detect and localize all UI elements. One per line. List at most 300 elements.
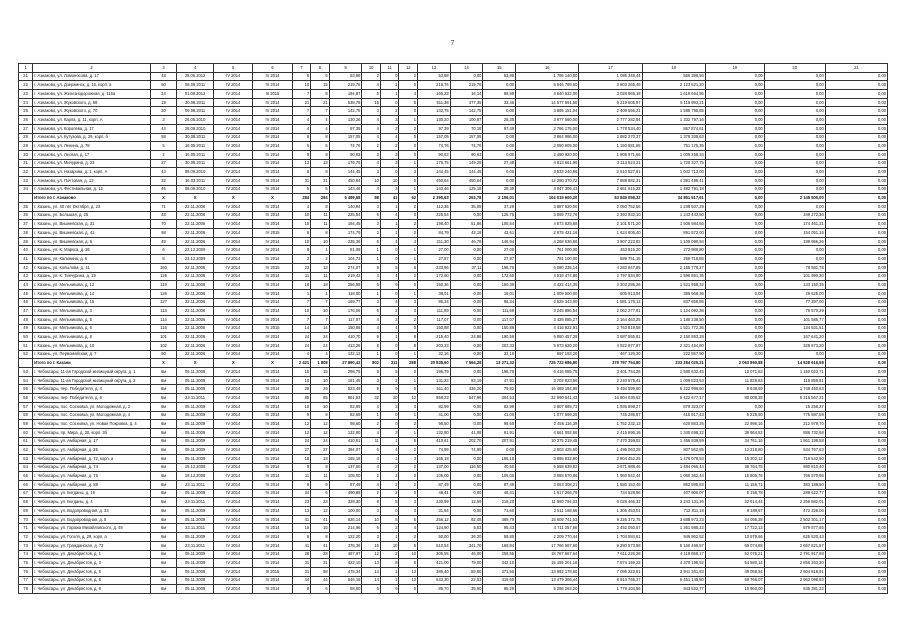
table-cell: 9 326 372,75 — [579, 515, 642, 524]
table-cell: 1 — [380, 533, 399, 542]
table-cell: 146,94 — [483, 237, 516, 246]
table-row — [19, 541, 888, 550]
table-cell: 1 — [399, 255, 418, 264]
table-cell: 50,00 — [418, 533, 451, 542]
table-cell: 6м — [150, 472, 176, 481]
table-cell: 34 — [292, 489, 311, 498]
table-cell: 71,60 — [483, 507, 516, 516]
table-cell: IV 2014 — [214, 472, 253, 481]
table-cell: 0,00 — [825, 567, 887, 576]
table-row — [19, 211, 888, 220]
table-cell: 21 — [311, 98, 330, 107]
table-cell: 0,00 — [825, 150, 887, 159]
table-cell: 9 — [292, 463, 311, 472]
table-cell: IV 2014 — [253, 411, 292, 420]
table-cell: 5 — [311, 185, 330, 194]
table-cell: 53,88 — [329, 72, 362, 81]
table-cell: 05.11.2009 — [177, 550, 214, 559]
table-cell: 3 — [362, 220, 381, 229]
table-cell: 15.12.2008 — [177, 463, 214, 472]
table-cell: IV 2014 — [214, 255, 253, 264]
table-cell: 3 — [380, 402, 399, 411]
table-cell: 2 240 575,41 — [579, 376, 642, 385]
table-cell: 8 — [150, 255, 176, 264]
table-cell: 08.09.2010 — [177, 168, 214, 177]
table-cell: IV 2015 — [253, 324, 292, 333]
table-cell: 67 — [19, 489, 33, 498]
table-cell: 635 381,22 — [764, 585, 825, 594]
table-cell: 4 047 306,43 — [516, 185, 579, 194]
table-cell: 05.11.2009 — [177, 559, 214, 568]
table-cell: 54 580,14 — [705, 559, 764, 568]
table-cell: 2 393 932,10 — [579, 211, 642, 220]
table-cell: 7 564,28 — [450, 359, 483, 368]
table-cell: 3 803 265,49 — [579, 81, 642, 90]
table-cell: IV 2014 — [214, 237, 253, 246]
table-cell: 0,00 — [825, 507, 887, 516]
table-row — [19, 116, 888, 125]
table-cell: 86,34 — [418, 298, 451, 307]
table-cell: 9 — [292, 481, 311, 490]
table-cell: 23.11.2011 — [177, 394, 214, 403]
table-cell: 10 — [292, 307, 311, 316]
table-cell: 11 — [292, 272, 311, 281]
table-cell: 27,49 — [483, 159, 516, 168]
table-cell: 05.11.2009 — [177, 411, 214, 420]
table-cell: 3 245 886,54 — [516, 307, 579, 316]
table-cell: 6 — [292, 72, 311, 81]
table-cell: 0,00 — [764, 255, 825, 264]
table-cell: 4 — [362, 185, 381, 194]
table-cell: 2 — [380, 142, 399, 151]
table-cell: 4 711 257,66 — [516, 524, 579, 533]
table-cell: 23 — [292, 263, 311, 272]
table-cell: 1 077 599,25 — [516, 411, 579, 420]
table-cell: 118,00 — [329, 289, 362, 298]
table-cell: IV 2014 — [253, 107, 292, 116]
table-cell: 105,00 — [329, 472, 362, 481]
table-cell: 219,76 — [418, 81, 451, 90]
table-cell: 6м — [150, 559, 176, 568]
table-row — [19, 142, 888, 151]
address-cell: г. Казань, ул. Большая, д. 25 — [33, 211, 151, 220]
table-cell: 28,35 — [483, 116, 516, 125]
table-cell: 77 — [19, 576, 33, 585]
table-cell: IV 2014 — [214, 229, 253, 238]
table-cell: 6м — [150, 550, 176, 559]
table-cell: 2 — [380, 524, 399, 533]
address-cell: г. Чебоксары, ул. Амбарная, д. 76 — [33, 472, 151, 481]
table-cell: 92,48 — [450, 515, 483, 524]
table-cell: 2 — [292, 255, 311, 264]
table-cell: 7 — [311, 298, 330, 307]
table-cell: 0,00 — [450, 281, 483, 290]
table-cell: 05.11.2009 — [177, 376, 214, 385]
table-cell: 174,79 — [329, 229, 362, 238]
column-number-row — [19, 64, 888, 73]
table-cell: 0,00 — [764, 133, 825, 142]
table-cell: 22.11.2006 — [177, 203, 214, 212]
table-cell: IV 2014 — [214, 576, 253, 585]
table-cell: 1 060 362,44 — [642, 472, 705, 481]
table-cell: 0,00 — [450, 211, 483, 220]
table-cell: 589 751,15 — [579, 255, 642, 264]
table-cell: 2 803 425,60 — [516, 446, 579, 455]
table-cell: 1 — [362, 350, 381, 359]
address-cell: г. Казань, ул. Вишневская, д. 41 — [33, 229, 151, 238]
table-cell: 547,96 — [450, 394, 483, 403]
table-cell: 49 — [150, 237, 176, 246]
table-row — [19, 159, 888, 168]
table-cell: 100,87 — [450, 116, 483, 125]
table-cell: 284 — [311, 194, 330, 203]
table-row — [19, 81, 888, 90]
table-cell: 5 — [380, 498, 399, 507]
table-cell: 28.05.2012 — [177, 72, 214, 81]
table-cell: 18 — [311, 454, 330, 463]
table-cell: 157,05 — [418, 133, 451, 142]
table-cell: 6м — [150, 376, 176, 385]
table-cell: 73 — [19, 541, 33, 550]
table-cell: 766 570,86 — [764, 472, 825, 481]
table-cell: 0,00 — [450, 411, 483, 420]
table-row — [19, 272, 888, 281]
table-cell: 734 528,56 — [579, 489, 642, 498]
table-cell: 22.11.2006 — [177, 229, 214, 238]
table-cell: 4 — [362, 272, 381, 281]
table-cell: 59 766,07 — [705, 576, 764, 585]
table-cell: 190,59 — [483, 333, 516, 342]
table-cell: 97,39 — [418, 124, 451, 133]
table-cell: 0,00 — [705, 272, 764, 281]
table-row — [19, 481, 888, 490]
table-cell: 157,05 — [329, 133, 362, 142]
address-cell: г. Казань, ул. Мельникова, д. 8 — [33, 333, 151, 342]
table-cell: 33 — [19, 176, 33, 185]
table-cell: 6 — [362, 524, 381, 533]
table-cell: 450,64 — [418, 176, 451, 185]
address-cell: г. Казань, ул. 40 лет Октября, д. 23 — [33, 203, 151, 212]
table-cell: 5 — [362, 368, 381, 377]
table-cell: 3 533 240,96 — [516, 168, 579, 177]
table-cell: 0,00 — [705, 72, 764, 81]
table-cell: 410,61 — [418, 437, 451, 446]
table-cell: IV 2014 — [214, 150, 253, 159]
table-cell: 0,00 — [825, 481, 887, 490]
table-cell: 27 890,42 — [329, 359, 362, 368]
column-number-cell: 7 — [292, 64, 311, 73]
table-cell: 91,91 — [483, 428, 516, 437]
address-cell: г. Чебоксары, ул. Гаража Михайловского, д. 49 — [33, 524, 151, 533]
table-cell: 5 — [399, 437, 418, 446]
address-cell: г. Казань, ул. Первомайская, д. 7 — [33, 350, 151, 359]
table-cell: 23.12.2009 — [177, 255, 214, 264]
table-row — [19, 72, 888, 81]
table-cell: 0,00 — [825, 203, 887, 212]
table-cell: 15 — [311, 81, 330, 90]
table-cell: 43,19 — [450, 229, 483, 238]
table-cell: IV 2014 — [214, 585, 253, 594]
column-number-cell: 10 — [362, 64, 381, 73]
table-cell: 31 — [311, 176, 330, 185]
table-cell: 144,45 — [329, 168, 362, 177]
table-cell: IV 2014 — [253, 524, 292, 533]
table-cell: 8 — [399, 342, 418, 351]
table-cell: 5 973 620,20 — [516, 342, 579, 351]
table-cell: 41 — [19, 255, 33, 264]
table-cell: IV 2014 — [214, 185, 253, 194]
table-cell: IV 2014 — [253, 515, 292, 524]
column-number-cell: 8 — [311, 64, 330, 73]
table-cell: 8 — [311, 533, 330, 542]
table-cell: 2 — [399, 72, 418, 81]
table-cell: 0,00 — [450, 272, 483, 281]
column-number-cell: 21 — [825, 64, 887, 73]
table-cell: 289 622,77 — [764, 489, 825, 498]
table-cell: IV 2014 — [214, 463, 253, 472]
table-cell: 0,00 — [705, 133, 764, 142]
table-cell: 1 — [362, 246, 381, 255]
table-cell: 0,00 — [825, 133, 887, 142]
table-cell: 3 668 570,86 — [516, 472, 579, 481]
table-cell: 27 — [150, 159, 176, 168]
table-cell: 6 — [362, 307, 381, 316]
table-cell: IV 2014 — [214, 515, 253, 524]
table-cell: 9 280 573,58 — [579, 541, 642, 550]
table-cell: 57 — [19, 402, 33, 411]
table-cell: 4 — [362, 133, 381, 142]
table-cell: 13 692 178,60 — [516, 567, 579, 576]
table-cell: 44 — [292, 576, 311, 585]
table-cell: 176,75 — [418, 159, 451, 168]
table-cell: 50 — [150, 81, 176, 90]
table-cell: 225,54 — [329, 211, 362, 220]
table-cell: 22.11.2006 — [177, 281, 214, 290]
table-cell: 2 — [399, 124, 418, 133]
table-row — [19, 229, 888, 238]
table-cell: 117,07 — [329, 315, 362, 324]
table-row — [19, 507, 888, 516]
table-cell: 105,00 — [483, 472, 516, 481]
table-cell: IV 2014 — [253, 368, 292, 377]
table-cell: 41 — [311, 515, 330, 524]
table-cell: 20 835,60 — [418, 359, 451, 368]
table-cell: 2 791 917,68 — [764, 550, 825, 559]
table-cell: 21 — [292, 98, 311, 107]
table-cell: 0,00 — [450, 289, 483, 298]
table-cell: 38,01 — [418, 289, 451, 298]
table-cell: 7 — [292, 107, 311, 116]
table-cell: 43 — [19, 272, 33, 281]
table-cell: 9 494 599,60 — [579, 385, 642, 394]
table-cell: 5 286 263,20 — [516, 585, 579, 594]
table-cell: IV 2014 — [214, 307, 253, 316]
table-cell: 1 619 664,86 — [642, 90, 705, 99]
table-cell: 4 — [362, 315, 381, 324]
table-cell: IV 2014 — [253, 142, 292, 151]
table-cell: 38 764,78 — [705, 463, 764, 472]
table-cell: 0 — [380, 72, 399, 81]
table-cell: 5 — [399, 98, 418, 107]
table-cell: 5 225,60 — [705, 411, 764, 420]
table-row — [19, 98, 888, 107]
table-cell: IV 2014 — [253, 150, 292, 159]
table-cell: IV 2014 — [253, 446, 292, 455]
table-cell: 3 063 308,21 — [516, 481, 579, 490]
table-cell: 51 — [19, 342, 33, 351]
table-cell: 8 913 765,27 — [579, 576, 642, 585]
table-cell: 150,88 — [329, 324, 362, 333]
table-cell: 1 — [399, 159, 418, 168]
address-cell: г. Чебоксары, пос. Сосновка, ул. Новая Покровка, д. 4 — [33, 420, 151, 429]
table-cell: 0 — [380, 255, 399, 264]
table-cell: 7 — [292, 90, 311, 99]
table-cell: 157,05 — [450, 133, 483, 142]
table-cell: 16 489 194,99 — [516, 385, 579, 394]
table-cell: 11 — [311, 472, 330, 481]
table-cell: X — [150, 194, 176, 203]
table-cell: 71 — [19, 524, 33, 533]
table-cell: 961,53 — [329, 394, 362, 403]
table-cell: 78 581,78 — [764, 263, 825, 272]
table-cell: 6м — [150, 498, 176, 507]
table-cell: 256,12 — [418, 515, 451, 524]
table-cell: 0,00 — [764, 168, 825, 177]
table-cell: 1 482 791,18 — [642, 185, 705, 194]
table-cell: 0 — [399, 472, 418, 481]
table-cell: 0,00 — [825, 585, 887, 594]
table-cell: 0,00 — [825, 124, 887, 133]
table-cell: 6 080 235,14 — [516, 263, 579, 272]
table-cell: 0,00 — [705, 81, 764, 90]
table-cell: IV 2014 — [253, 376, 292, 385]
table-cell: 74,76 — [329, 142, 362, 151]
table-cell: 10 — [311, 237, 330, 246]
table-cell: 1 521 958,32 — [642, 281, 705, 290]
table-cell: 0,00 — [825, 255, 887, 264]
table-cell: 0,00 — [825, 359, 887, 368]
table-cell: 0 — [399, 176, 418, 185]
table-cell: 88,99 — [483, 90, 516, 99]
table-cell: 58 — [311, 567, 330, 576]
table-cell: 6 — [311, 72, 330, 81]
table-cell: 12 — [311, 420, 330, 429]
table-cell: IV 2014 — [214, 142, 253, 151]
table-cell: 1 124 092,38 — [642, 307, 705, 316]
table-cell: 1 105 090,94 — [642, 237, 705, 246]
table-cell: 5 — [362, 90, 381, 99]
table-cell: 74,99 — [418, 446, 451, 455]
table-cell: 124,90 — [418, 524, 451, 533]
table-cell: 0,00 — [450, 489, 483, 498]
table-cell: 407 900,07 — [642, 489, 705, 498]
table-cell: IV 2014 — [214, 159, 253, 168]
table-cell: IV 2014 — [253, 507, 292, 516]
table-cell: 9 — [311, 463, 330, 472]
table-cell: 43 — [150, 168, 176, 177]
table-cell: 4 — [311, 124, 330, 133]
table-cell: 12 218,80 — [705, 446, 764, 455]
table-cell: 0 — [380, 507, 399, 516]
table-cell: 14 — [362, 567, 381, 576]
table-cell: 1 009 500,00 — [516, 289, 579, 298]
table-cell: 13 — [311, 159, 330, 168]
table-cell: 23.11.2011 — [177, 541, 214, 550]
table-cell: 751 175,35 — [642, 142, 705, 151]
table-cell: 0,00 — [705, 324, 764, 333]
table-cell: 14 577 591,60 — [516, 98, 579, 107]
table-cell: 127 — [150, 298, 176, 307]
table-cell: 34 — [19, 185, 33, 194]
table-cell: 1 624 806,40 — [579, 229, 642, 238]
table-cell: 0,00 — [825, 454, 887, 463]
table-cell: 6м — [150, 420, 176, 429]
table-cell: 111,69 — [418, 307, 451, 316]
table-cell: 523,49 — [329, 385, 362, 394]
table-cell: 3 907 223,82 — [579, 237, 642, 246]
table-cell: 410,70 — [329, 333, 362, 342]
table-cell: 2 679 421,16 — [516, 229, 579, 238]
table-cell: 44 — [19, 281, 33, 290]
table-cell: 0,00 — [450, 481, 483, 490]
table-cell: 3 — [399, 168, 418, 177]
table-cell: 311 — [380, 359, 399, 368]
table-cell: 05.11.2009 — [177, 533, 214, 542]
table-cell: 218,20 — [483, 498, 516, 507]
table-cell: 0,00 — [825, 515, 887, 524]
table-cell: 48 — [150, 72, 176, 81]
table-cell: 42,61 — [483, 229, 516, 238]
table-cell: 24 — [292, 437, 311, 446]
table-cell: 4 — [399, 90, 418, 99]
table-cell: IV 2014 — [253, 81, 292, 90]
table-cell: 605 913,84 — [579, 289, 642, 298]
table-cell: 75 — [19, 559, 33, 568]
table-cell: 4 640 532,00 — [516, 90, 579, 99]
table-cell: 0,00 — [705, 203, 764, 212]
table-cell: 55,80 — [450, 567, 483, 576]
table-cell: 85,70 — [418, 585, 451, 594]
table-cell: 2 050 752,56 — [579, 203, 642, 212]
table-cell: 386,40 — [418, 567, 451, 576]
table-cell: 1 — [399, 246, 418, 255]
table-cell: 18 — [292, 281, 311, 290]
table-cell: 0,00 — [825, 194, 887, 203]
table-cell: 31 — [292, 559, 311, 568]
table-cell: 2 — [311, 255, 330, 264]
table-cell: 0,00 — [705, 229, 764, 238]
table-cell: 6 — [380, 585, 399, 594]
table-cell: 0,00 — [483, 168, 516, 177]
table-cell: 196,79 — [483, 368, 516, 377]
table-cell: 870 323,07 — [642, 402, 705, 411]
table-cell: IV 2014 — [214, 98, 253, 107]
table-cell: 716 542,50 — [764, 454, 825, 463]
table-cell: 7 096 223,61 — [579, 567, 642, 576]
table-cell: 5 558 639,82 — [516, 463, 579, 472]
table-cell: 0,00 — [825, 98, 887, 107]
table-cell: 0 — [399, 150, 418, 159]
table-cell: 6 — [362, 211, 381, 220]
table-cell: 2 — [362, 72, 381, 81]
table-cell: 305,55 — [418, 550, 451, 559]
table-cell: 90,63 — [418, 150, 451, 159]
table-cell: 6 — [311, 489, 330, 498]
table-cell: 1 704 584,61 — [579, 533, 642, 542]
table-cell: 22.11.2006 — [177, 342, 214, 351]
table-cell: 16.05.2011 — [177, 150, 214, 159]
table-cell: 4 — [292, 350, 311, 359]
